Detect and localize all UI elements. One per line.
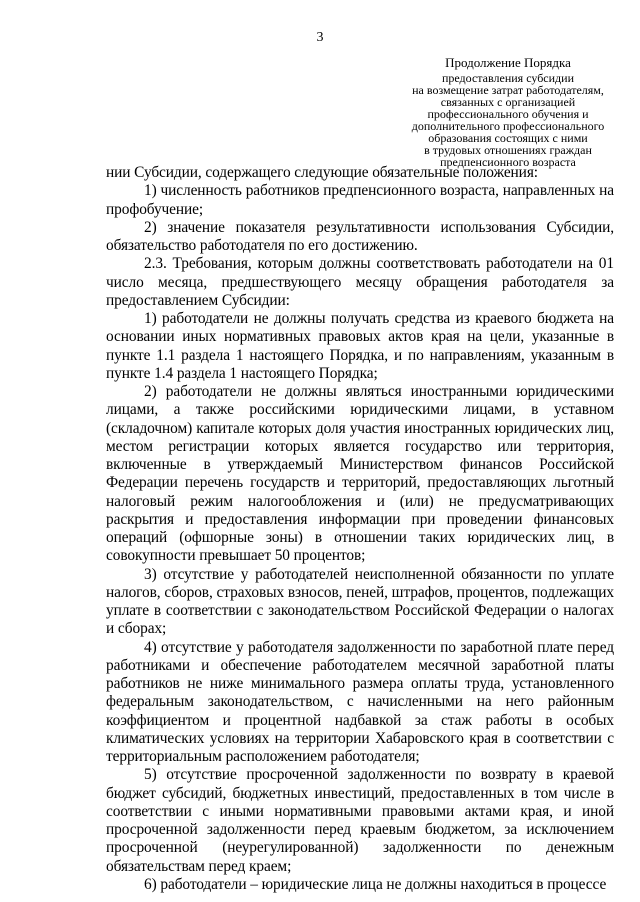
- paragraph: 2.3. Требования, которым должны соответствовать работодатели на 01 число месяца, предшествующего месяцу обращения работодателя за предоставлением Субсидии:: [106, 255, 614, 309]
- header-line: связанных с организацией: [440, 95, 576, 109]
- page-number: 3: [316, 30, 324, 45]
- header-line: предпенсионного возраста: [440, 155, 576, 169]
- paragraph: нии Субсидии, содержащего следующие обязательные положения:: [106, 164, 538, 181]
- document-header: [398, 57, 618, 168]
- header-line: дополнительного профессионального: [411, 119, 605, 133]
- paragraph: 1) численность работников предпенсионного возраста, направленных на профобучение;: [106, 182, 614, 218]
- paragraph: 5) отсутствие просроченной задолженности по возврату в краевой бюджет субсидий, бюджетных инвестиций, предоставленных в том числе в соответствии с иными нормативными правовыми актами края, и иной просроченной задолженности перед краевым бюджетом, за исключением просроченной (неурегулированной) задолженности по денежным обязательствам перед краем;: [106, 766, 614, 875]
- paragraph: 1) работодатели не должны получать средства из краевого бюджета на основании иных нормативных правовых актов края на цели, указанные в пункте 1.1 раздела 1 настоящего Порядка, и по направлениям, указанным в пункте 1.4 раздела 1 настоящего Порядка;: [106, 310, 614, 382]
- paragraph: 4) отсутствие у работодателя задолженности по заработной плате перед работниками и обеспечение работодателем месячной заработной платы работников не ниже минимального размера оплаты труда, установленного федеральным законодательством, с начисленными на него районным коэффициентом и процентной надбавкой за стаж работы в особых климатических условиях на территории Хабаровского края в соответствии с территориальным расположением работодателя;: [106, 638, 614, 765]
- paragraph: 6) работодатели – юридические лица не должны находиться в процессе: [144, 875, 607, 893]
- header-line: предоставления субсидии: [441, 71, 575, 85]
- header-line: образования состоящих с ними: [428, 131, 588, 145]
- paragraph: 2) работодатели не должны являться иностранными юридическими лицами, а также российскими юридическими лицами, в уставном (складочном) капитале которых доля участия иностранных юридических лиц, местом регистрации которых является государство или территория, включенные в утверждаемый Министерством финансов Российской Федерации перечень государств и территорий, предоставляющих льготный налоговый режим налогообложения и (или) не предусматривающих раскрытия и предоставления информации при проведении финансовых операций (офшорные зоны) в отношении таких юридических лиц, в совокупности превышает 50 процентов;: [106, 383, 614, 565]
- header-line: профессионального обучения и: [427, 107, 589, 121]
- document-body: [106, 164, 614, 894]
- paragraph: 2) значение показателя результативности использования Субсидии, обязательство работодателя по его достижению.: [106, 218, 614, 254]
- header-line: Продолжение Порядка: [445, 55, 571, 70]
- header-line: на возмещение затрат работодателям,: [412, 83, 604, 97]
- header-line: в трудовых отношениях граждан: [424, 143, 592, 157]
- paragraph: 3) отсутствие у работодателей неисполненной обязанности по уплате налогов, сборов, страховых взносов, пеней, штрафов, процентов, подлежащих уплате в соответствии с законодательством Российской Федерации о налогах и сборах;: [106, 565, 614, 638]
